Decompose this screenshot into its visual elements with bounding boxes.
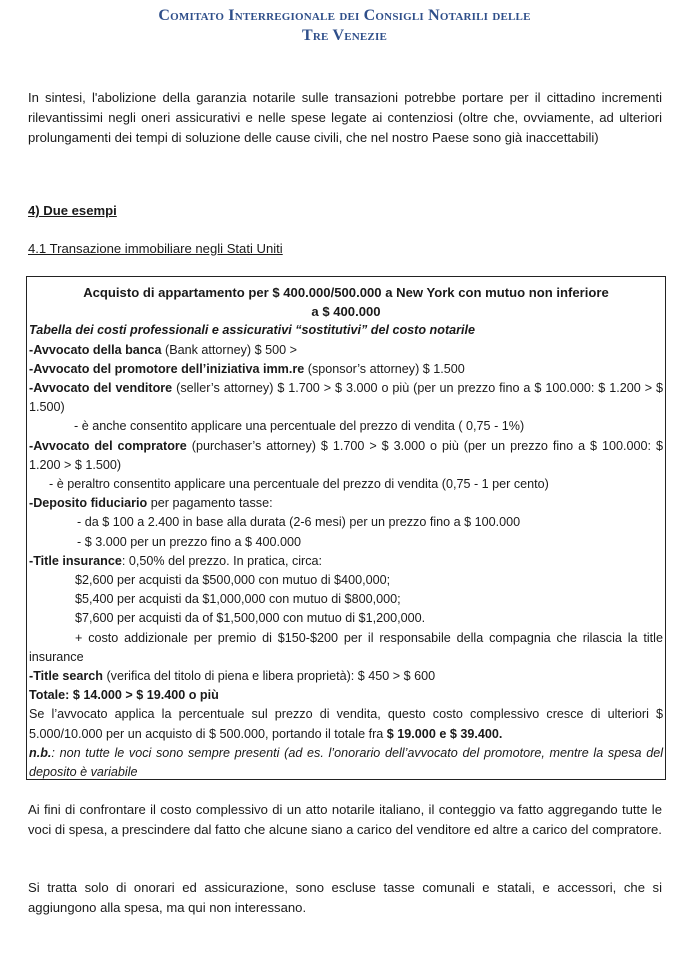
insurance-line-1: $2,600 per acquisti da $500,000 con mutuo di $400,000; — [75, 573, 391, 588]
title-insurance-detail: : 0,50% del prezzo. In pratica, circa: — [121, 553, 323, 568]
title-search-item — [29, 667, 663, 686]
deposit-label: -Deposito fiduciario — [29, 496, 148, 511]
document-header — [0, 6, 689, 46]
seller-attorney-item — [29, 379, 663, 417]
percentage-note — [29, 705, 663, 743]
fees-paragraph: Si tratta solo di onorari ed assicurazione, sono escluse tasse comunali e statali, e accessori, che si aggiungono alla spesa, ma qui non interessano. — [28, 880, 662, 915]
seller-attorney-label: -Avvocato del venditore — [29, 381, 173, 396]
seller-attorney-note: - è anche consentito applicare una percentuale del prezzo di vendita ( 0,75 - 1%) — [74, 419, 525, 434]
nb-label: n.b. — [29, 745, 52, 760]
title-insurance-item — [29, 552, 663, 571]
box-title-line-1: Acquisto di appartamento per $ 400.000/500.000 a New York con mutuo non inferiore — [83, 285, 609, 300]
deposit-line-1: - da $ 100 a 2.400 in base alla durata (2-6 mesi) per un prezzo fino a $ 100.000 — [77, 515, 521, 530]
title-search-label: -Title search — [29, 669, 103, 684]
title-search-detail: (verifica del titolo di piena e libera proprietà): $ 450 > $ 600 — [102, 669, 436, 684]
header-line-1: Comitato Interregionale dei Consigli Notarili delle — [158, 7, 531, 24]
nb-note — [29, 744, 663, 782]
buyer-attorney-item — [29, 437, 663, 475]
percentage-note-total: $ 19.000 e $ 39.400. — [386, 726, 503, 741]
percentage-note-text: Se l’avvocato applica la percentuale sul prezzo di vendita, questo costo complessivo cresce di ulteriori $ 5.000/10.000 per un acquisto di $ 500.000, portando il totale fra — [29, 707, 663, 741]
header-line-2: Tre Venezie — [302, 27, 387, 44]
bank-attorney-item — [29, 341, 663, 360]
nb-text: : non tutte le voci sono sempre presenti (ad es. l’onorario dell’avvocato del promotore, mentre la spesa del deposito è variabile — [29, 745, 663, 780]
box-title-line-2: a $ 400.000 — [311, 304, 381, 320]
bank-attorney-detail: (Bank attorney) $ 500 > — [161, 342, 297, 357]
subsection-heading: 4.1 Transazione immobiliare negli Stati Uniti — [28, 241, 283, 256]
section-heading: 4) Due esempi — [28, 203, 117, 218]
promoter-attorney-detail: (sponsor’s attorney) $ 1.500 — [304, 361, 465, 376]
insurance-line-3: $7,600 per acquisti da of $1,500,000 con mutuo di $1,200,000. — [75, 611, 426, 626]
seller-attorney-detail: (seller’s attorney) $ 1.700 > $ 3.000 o più (per un prezzo fino a $ 100.000: $ 1.200 > $ 1.500) — [29, 381, 663, 415]
bank-attorney-label: -Avvocato della banca — [29, 342, 162, 357]
deposit-item — [29, 494, 663, 513]
total-line: Totale: $ 14.000 > $ 19.400 o più — [29, 688, 219, 703]
insurance-line-2: $5,400 per acquisti da $1,000,000 con mutuo di $800,000; — [75, 592, 401, 607]
box-subtitle: Tabella dei costi professionali e assicurativi “sostitutivi” del costo notarile — [29, 323, 476, 338]
insurance-line-4: + costo addizionale per premio di $150-$200 per il responsabile della compagnia che rilascia la title insurance — [29, 630, 663, 664]
buyer-attorney-label: -Avvocato del compratore — [29, 438, 187, 453]
comparison-paragraph: Ai fini di confrontare il costo complessivo di un atto notarile italiano, il conteggio va fatto aggregando tutte le voci di spesa, a prescindere dal fatto che alcune siano a carico del venditore ed altre a carico del compratore. — [28, 802, 662, 837]
deposit-detail: per pagamento tasse: — [147, 496, 273, 511]
intro-paragraph: In sintesi, l'abolizione della garanzia notarile sulle transazioni potrebbe portare per il cittadino incrementi rilevantissimi negli oneri assicurativi e nelle spese legate ai contenziosi (oltre che, ovviamente, ad ulteriori prolungamenti dei tempi di soluzione delle cause civili, che nel nostro Paese sono già inaccettabili) — [28, 90, 662, 145]
buyer-attorney-detail: (purchaser’s attorney) $ 1.700 > $ 3.000 o più (per un prezzo fino a $ 100.000: $ 1.200 > $ 1.500) — [29, 438, 663, 472]
title-insurance-label: -Title insurance — [29, 553, 122, 568]
promoter-attorney-item — [29, 360, 663, 379]
cost-table-box — [26, 276, 666, 780]
buyer-attorney-note: - è peraltro consentito applicare una percentuale del prezzo di vendita (0,75 - 1 per cento) — [49, 477, 549, 492]
promoter-attorney-label: -Avvocato del promotore dell’iniziativa imm.re — [29, 361, 305, 376]
deposit-line-2: - $ 3.000 per un prezzo fino a $ 400.000 — [77, 534, 302, 549]
